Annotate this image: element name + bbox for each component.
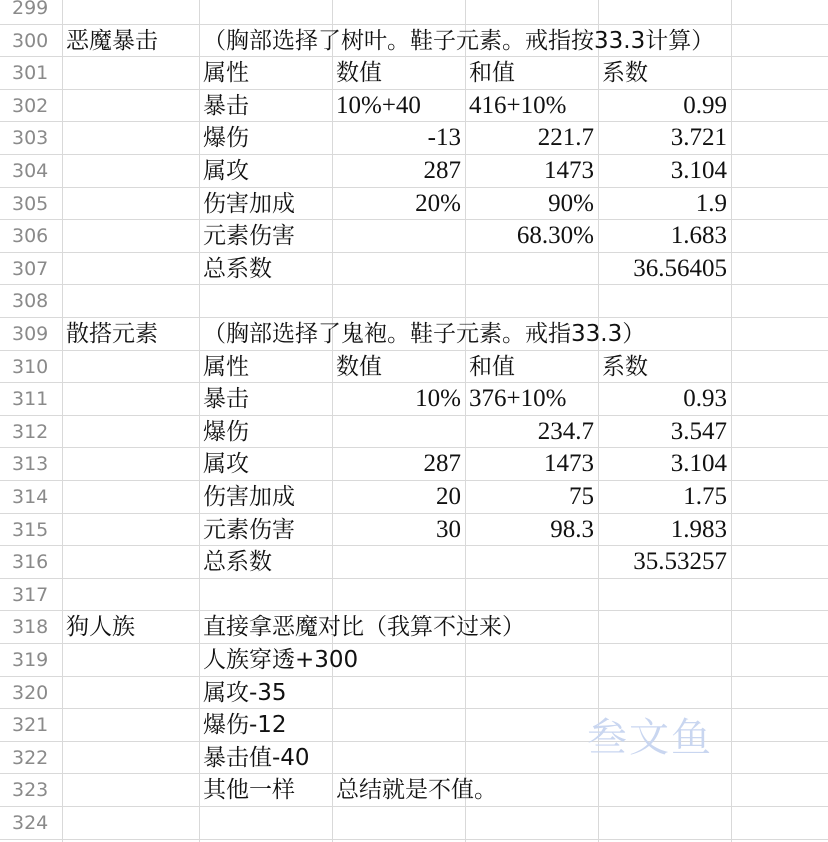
table-cell[interactable] [62, 579, 199, 611]
table-cell[interactable]: 总结就是不值。 [336, 777, 497, 804]
table-cell[interactable] [62, 546, 199, 578]
table-cell[interactable]: 暴击 [203, 386, 249, 413]
table-cell[interactable] [465, 285, 598, 317]
row-number[interactable]: 324 [12, 812, 49, 834]
row-number[interactable]: 307 [12, 257, 49, 280]
row-number[interactable]: 309 [12, 323, 49, 345]
table-cell[interactable]: 0.93 [683, 385, 727, 413]
table-cell[interactable] [62, 351, 199, 383]
table-cell[interactable] [598, 611, 731, 643]
table-cell[interactable] [62, 644, 199, 676]
table-cell[interactable]: 属攻 [203, 451, 249, 478]
row-number[interactable]: 322 [12, 746, 49, 769]
table-cell[interactable] [465, 807, 598, 839]
table-cell[interactable] [62, 383, 199, 415]
table-cell[interactable] [598, 774, 731, 806]
table-row[interactable] [0, 579, 828, 612]
table-cell[interactable]: 系数 [602, 353, 648, 380]
table-cell[interactable] [598, 285, 731, 317]
table-cell[interactable] [465, 709, 598, 741]
table-row[interactable] [0, 514, 828, 547]
table-cell[interactable] [62, 188, 199, 220]
table-cell[interactable]: 3.104 [670, 157, 727, 184]
table-cell[interactable]: 36.56405 [633, 254, 727, 282]
table-row[interactable] [0, 546, 828, 579]
table-cell[interactable]: 90% [548, 189, 594, 217]
row-number[interactable]: 304 [12, 160, 49, 182]
table-cell[interactable] [62, 807, 199, 839]
table-cell[interactable] [332, 253, 465, 285]
table-cell[interactable] [598, 677, 731, 709]
table-cell[interactable]: 直接拿恶魔对比（我算不过来） [203, 614, 525, 641]
table-cell[interactable]: 人族穿透+300 [203, 647, 359, 673]
table-cell[interactable]: 234.7 [537, 417, 594, 445]
table-cell[interactable]: 3.721 [670, 124, 727, 152]
table-cell[interactable]: 1.9 [695, 189, 727, 217]
table-cell[interactable]: 10% [415, 385, 461, 413]
table-cell[interactable]: 恶魔暴击 [66, 27, 158, 54]
table-row[interactable] [0, 448, 828, 481]
table-cell[interactable]: 1.983 [670, 515, 727, 543]
row-number[interactable]: 305 [12, 192, 49, 215]
table-cell[interactable] [62, 677, 199, 709]
table-cell[interactable]: 狗人族 [66, 614, 135, 641]
table-cell[interactable] [332, 0, 465, 24]
table-cell[interactable]: 1.75 [683, 483, 727, 510]
table-cell[interactable] [332, 318, 465, 350]
table-cell[interactable]: 和值 [469, 60, 515, 87]
table-cell[interactable] [62, 774, 199, 806]
table-row[interactable] [0, 644, 828, 677]
table-row[interactable] [0, 122, 828, 155]
table-cell[interactable]: 1473 [544, 450, 594, 478]
table-cell[interactable] [62, 0, 199, 24]
row-number[interactable]: 302 [12, 94, 49, 117]
table-cell[interactable] [465, 611, 598, 643]
table-cell[interactable]: 爆伤 [203, 418, 249, 445]
table-cell[interactable] [465, 774, 598, 806]
row-number[interactable]: 319 [12, 649, 49, 671]
row-number[interactable]: 320 [12, 681, 49, 704]
table-cell[interactable] [598, 579, 731, 611]
table-cell[interactable] [62, 481, 199, 513]
table-cell[interactable]: 10%+40 [336, 91, 421, 119]
table-cell[interactable] [332, 220, 465, 252]
table-cell[interactable]: 98.3 [550, 515, 594, 543]
table-cell[interactable] [62, 155, 199, 187]
table-cell[interactable] [465, 742, 598, 774]
table-cell[interactable]: 68.30% [516, 222, 594, 250]
table-row[interactable] [0, 383, 828, 416]
table-cell[interactable] [199, 285, 332, 317]
row-number[interactable]: 314 [12, 486, 49, 508]
table-cell[interactable]: 属攻 [203, 158, 249, 184]
row-number[interactable]: 321 [12, 714, 49, 737]
table-cell[interactable]: 暴击值-40 [203, 744, 310, 771]
table-cell[interactable] [332, 285, 465, 317]
table-row[interactable] [0, 57, 828, 90]
row-number[interactable]: 316 [12, 551, 49, 574]
table-cell[interactable] [332, 546, 465, 578]
table-cell[interactable]: 元素伤害 [203, 516, 295, 543]
table-cell[interactable] [332, 25, 465, 57]
table-cell[interactable]: 爆伤 [203, 125, 249, 152]
table-cell[interactable] [332, 807, 465, 839]
table-cell[interactable]: 35.53257 [633, 548, 727, 576]
table-row[interactable] [0, 285, 828, 318]
table-row[interactable] [0, 253, 828, 286]
table-row[interactable] [0, 677, 828, 710]
table-row[interactable] [0, 155, 828, 188]
table-cell[interactable]: 伤害加成 [203, 484, 295, 510]
table-cell[interactable]: 总系数 [203, 255, 272, 282]
table-row[interactable] [0, 416, 828, 449]
table-cell[interactable] [465, 318, 598, 350]
table-row[interactable] [0, 774, 828, 807]
row-number[interactable]: 303 [12, 127, 49, 150]
table-cell[interactable] [598, 0, 731, 24]
table-cell[interactable] [62, 514, 199, 546]
table-cell[interactable]: （胸部选择了鬼袍。鞋子元素。戒指33.3） [203, 321, 646, 347]
table-cell[interactable] [465, 579, 598, 611]
table-cell[interactable] [62, 253, 199, 285]
table-cell[interactable] [465, 25, 598, 57]
table-cell[interactable] [62, 57, 199, 89]
table-cell[interactable]: 属性 [203, 353, 249, 380]
table-cell[interactable] [465, 0, 598, 24]
table-cell[interactable]: 散搭元素 [66, 321, 158, 347]
table-cell[interactable] [62, 742, 199, 774]
row-number[interactable]: 310 [12, 355, 49, 378]
table-row[interactable] [0, 188, 828, 221]
table-cell[interactable] [199, 807, 332, 839]
table-cell[interactable] [62, 285, 199, 317]
table-row[interactable] [0, 611, 828, 644]
row-number[interactable]: 300 [12, 29, 49, 52]
table-row[interactable] [0, 807, 828, 840]
table-cell[interactable]: 1473 [544, 157, 594, 184]
table-cell[interactable]: 0.99 [683, 91, 727, 119]
table-row[interactable] [0, 90, 828, 123]
table-cell[interactable]: 数值 [336, 60, 382, 87]
watermark-text: 叁文鱼 [587, 715, 713, 761]
table-cell[interactable]: 数值 [336, 353, 382, 380]
table-cell[interactable]: 总系数 [203, 549, 272, 576]
row-number[interactable]: 301 [12, 62, 49, 85]
table-cell[interactable] [62, 220, 199, 252]
table-cell[interactable] [598, 25, 731, 57]
row-number[interactable]: 318 [12, 616, 49, 639]
table-cell[interactable]: 75 [569, 483, 594, 510]
table-cell[interactable] [332, 677, 465, 709]
table-cell[interactable] [332, 742, 465, 774]
table-cell[interactable] [598, 807, 731, 839]
table-cell[interactable]: 3.104 [670, 450, 727, 478]
table-cell[interactable] [199, 579, 332, 611]
table-row[interactable] [0, 0, 828, 25]
table-cell[interactable] [598, 318, 731, 350]
row-number[interactable]: 323 [12, 779, 49, 802]
table-cell[interactable]: 伤害加成 [203, 190, 295, 217]
table-cell[interactable]: 系数 [602, 60, 648, 87]
row-number[interactable]: 311 [12, 388, 49, 411]
table-cell[interactable]: 属性 [203, 60, 249, 87]
table-cell[interactable] [332, 644, 465, 676]
table-cell[interactable] [62, 416, 199, 448]
row-number[interactable]: 306 [12, 225, 49, 248]
table-cell[interactable] [62, 90, 199, 122]
table-cell[interactable]: 3.547 [670, 417, 727, 445]
table-row[interactable] [0, 220, 828, 253]
table-cell[interactable]: 爆伤-12 [203, 712, 287, 739]
table-cell[interactable] [465, 677, 598, 709]
table-cell[interactable]: 221.7 [537, 124, 594, 152]
table-cell[interactable]: 287 [423, 157, 461, 184]
table-cell[interactable]: 1.683 [670, 222, 727, 250]
table-row[interactable] [0, 481, 828, 514]
table-cell[interactable]: 20 [436, 483, 461, 510]
table-cell[interactable] [598, 644, 731, 676]
table-cell[interactable] [465, 253, 598, 285]
table-cell[interactable] [465, 546, 598, 578]
table-cell[interactable]: 和值 [469, 353, 515, 380]
table-cell[interactable] [62, 122, 199, 154]
table-cell[interactable]: 元素伤害 [203, 223, 295, 250]
table-cell[interactable] [199, 0, 332, 24]
table-cell[interactable]: 20% [415, 189, 461, 217]
table-cell[interactable]: 30 [436, 515, 461, 543]
table-cell[interactable] [332, 416, 465, 448]
table-cell[interactable] [332, 579, 465, 611]
row-number[interactable]: 315 [12, 518, 49, 541]
table-cell[interactable] [332, 611, 465, 643]
row-number[interactable]: 313 [12, 453, 49, 476]
table-cell[interactable] [465, 644, 598, 676]
table-cell[interactable] [62, 448, 199, 480]
table-row[interactable] [0, 318, 828, 351]
row-number[interactable]: 312 [12, 420, 49, 443]
row-number[interactable]: 317 [12, 583, 49, 606]
table-cell[interactable] [332, 709, 465, 741]
table-row[interactable] [0, 25, 828, 58]
table-cell[interactable]: 376+10% [469, 385, 567, 413]
table-cell[interactable]: 其他一样 [203, 777, 295, 804]
table-cell[interactable]: 416+10% [469, 91, 567, 119]
table-cell[interactable]: -13 [427, 124, 461, 152]
table-cell[interactable]: 287 [423, 450, 461, 478]
row-number[interactable]: 299 [12, 0, 49, 19]
table-cell[interactable]: 属攻-35 [203, 679, 287, 706]
table-cell[interactable] [62, 709, 199, 741]
row-number[interactable]: 308 [12, 290, 49, 313]
table-cell[interactable]: （胸部选择了树叶。鞋子元素。戒指按33.3计算） [203, 27, 715, 54]
table-row[interactable] [0, 351, 828, 384]
table-cell[interactable]: 暴击 [203, 92, 249, 119]
